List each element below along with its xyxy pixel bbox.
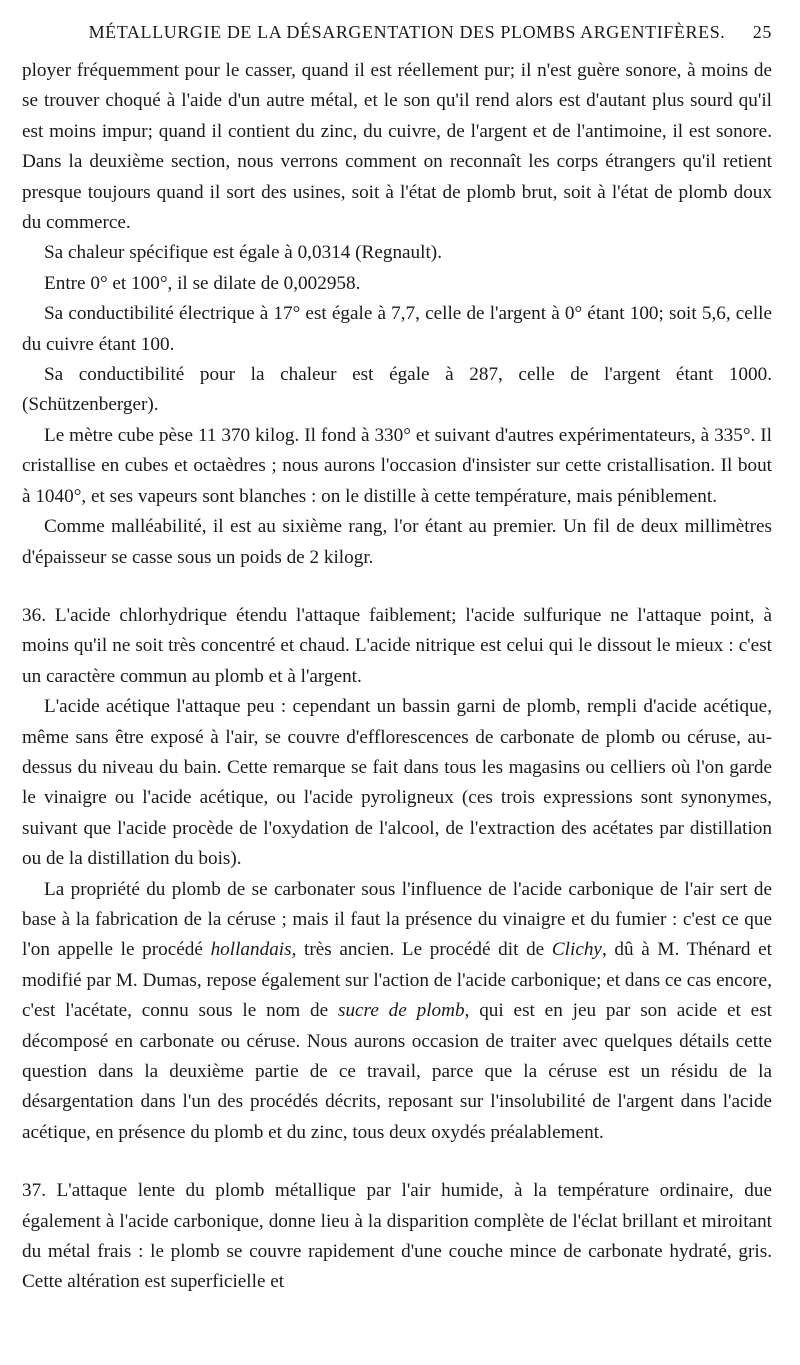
section-break bbox=[22, 1148, 772, 1176]
paragraph-malleability: Comme malléabilité, il est au sixième rang, l'or étant au premier. Un fil de deux millimètres d'épaisseur se casse sous un poids de 2 kilogr. bbox=[22, 516, 772, 568]
body-text bbox=[22, 56, 772, 1298]
text-run: , très ancien. Le procédé dit de bbox=[291, 939, 552, 961]
paragraph-dilatation: Entre 0° et 100°, il se dilate de 0,002958. bbox=[44, 272, 361, 294]
section-break bbox=[22, 573, 772, 601]
paragraph-carbonation bbox=[22, 875, 772, 1149]
paragraph-acetic-acid: L'acide acétique l'attaque peu : cependant un bassin garni de plomb, rempli d'acide acétique, même sans être exposé à l'air, se couvre d'efflorescences de carbonate de plomb ou céruse, au-dessus du niveau du bain. Cette remarque se fait dans tous les magasins ou celliers où l'on garde le vinaigre ou l'acide acétique, ou l'acide pyroligneux (ces trois expressions sont synonymes, suivant que l'acide procède de l'oxydation de l'alcool, de l'extraction des acétates par distillation ou de la distillation du bois). bbox=[22, 696, 772, 870]
text-run: La propriété du plomb de se carbonater sous l'influence de l'acide carbonique de l'air sert de base à la fabrication de la céruse ; mais il faut la présence du vinaigre et du fumier : c'est ce que l'on appelle le procédé bbox=[22, 878, 772, 961]
running-head bbox=[22, 22, 772, 56]
text-run: , qui est en jeu par son acide et est décomposé en carbonate ou céruse. Nous aurons occasion de traiter avec quelques détails cette question dans la deuxième partie de ce travail, parce que la céruse est un résidu de la désargentation dans l'un des procédés décrits, reposant sur l'insolubilité de l'argent dans l'acide acétique, en présence du plomb et du zinc, tous deux oxydés préalablement. bbox=[22, 1000, 772, 1143]
paragraph-heat-conductivity: Sa conductibilité pour la chaleur est égale à 287, celle de l'argent étant 1000. (Schützenberger). bbox=[22, 364, 772, 416]
paragraph-density-melting: Le mètre cube pèse 11 370 kilog. Il fond à 330° et suivant d'autres expérimentateurs, à 335°. Il cristallise en cubes et octaèdres ; nous aurons l'occasion d'insister sur cette cristallisation. Il bout à 1040°, et ses vapeurs sont blanches : on le distille à cette température, mais péniblement. bbox=[22, 424, 772, 507]
running-title: MÉTALLURGIE DE LA DÉSARGENTATION DES PLOMBS ARGENTIFÈRES. bbox=[88, 22, 726, 42]
paragraph-section-36: 36. L'acide chlorhydrique étendu l'attaque faiblement; l'acide sulfurique ne l'attaque point, à moins qu'il ne soit très concentré et chaud. L'acide nitrique est celui qui le dissout le mieux : c'est un caractère commun au plomb et à l'argent. bbox=[22, 604, 772, 687]
page-number: 25 bbox=[752, 22, 772, 42]
paragraph-specific-heat: Sa chaleur spécifique est égale à 0,0314 (Regnault). bbox=[44, 242, 442, 264]
italic-term-hollandais: hollandais bbox=[210, 939, 292, 961]
paragraph-electric-conductivity: Sa conductibilité électrique à 17° est égale à 7,7, celle de l'argent à 0° étant 100; soit 5,6, celle du cuivre étant 100. bbox=[22, 303, 772, 355]
paragraph-continuation: ployer fréquemment pour le casser, quand il est réellement pur; il n'est guère sonore, à moins de se trouver choqué à l'aide d'un autre métal, et le son qu'il rend alors est d'autant plus sourd qu'il est moins impur; quand il contient du zinc, du cuivre, de l'argent et de l'antimoine, il est sonore. Dans la deuxième section, nous verrons comment on reconnaît les corps étrangers qu'il retient presque toujours quand il sort des usines, soit à l'état de plomb brut, soit à l'état de plomb doux du commerce. bbox=[22, 60, 772, 234]
paragraph-section-37: 37. L'attaque lente du plomb métallique par l'air humide, à la température ordinaire, due également à l'acide carbonique, donne lieu à la disparition complète de l'éclat brillant et miroitant du métal frais : le plomb se couvre rapidement d'une couche mince de carbonate hydraté, gris. Cette altération est superficielle et bbox=[22, 1180, 772, 1293]
italic-term-clichy: Clichy bbox=[551, 939, 602, 961]
italic-term-sucre-de-plomb: sucre de plomb bbox=[337, 1000, 465, 1022]
text-run: , dû à M. Thénard et modifié par M. Dumas, repose également sur l'action de l'acide carbonique; et dans ce cas encore, c'est l'acétate, connu sous le nom de bbox=[22, 939, 772, 1022]
